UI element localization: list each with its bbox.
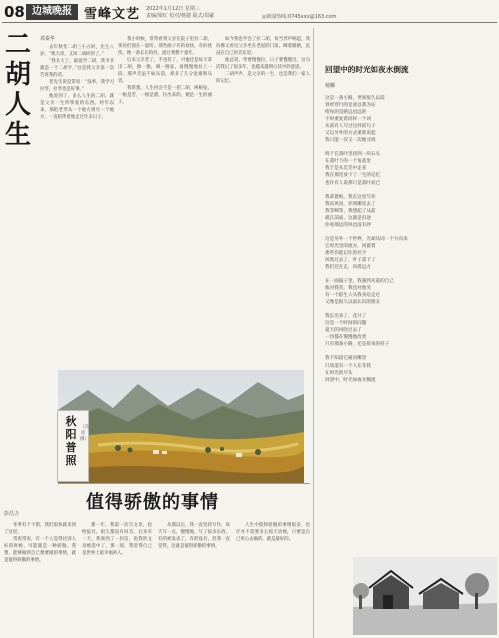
story1-title-char: 生 xyxy=(4,120,31,150)
story1-title xyxy=(4,30,32,150)
story1-paragraph: 我小时候，常常看到父亲在院子里拉二胡，邻居们围在一起听。那些曲子有的欢快，有的忧伤，像一条长长的河，流过我整个童年。 xyxy=(118,37,212,57)
story1-title-char: 二 xyxy=(4,30,31,60)
story2-column-2 xyxy=(82,522,152,636)
poem-line: 从前有人写过这样的句子 xyxy=(325,124,376,130)
poem-line: 在一面镜子里，我遇到从前的自己 xyxy=(325,279,394,285)
story1-paragraph: 老先生说是常说：“没事，我学习拉琴，拉琴也是好事。” xyxy=(40,80,114,93)
page-number: 08 xyxy=(4,3,25,21)
poem-line: 终于在落叶里找到一块石头 xyxy=(325,152,381,158)
poem-body xyxy=(325,95,497,384)
story1-title-char: 胡 xyxy=(4,60,31,90)
poem-title: 回望中的时光如夜水倒流 xyxy=(325,65,409,74)
stanza-gap xyxy=(325,187,497,194)
story2-column-3 xyxy=(158,522,230,636)
poem-line: 也许有人说那只是落叶而已 xyxy=(325,180,381,186)
poem-line: 回望中，时光如夜水倒流 xyxy=(325,377,376,383)
story1-paragraph: 二胡声声，是父亲的一生，也是我们一家人的记忆。 xyxy=(216,72,310,85)
story1-paragraph: 去年秋冬二胡三小五时，先生八岁。“我大哥，又叫二胡碎的了。” xyxy=(40,45,114,58)
stanza-gap xyxy=(325,348,497,355)
story2-byline: 彭昌力 xyxy=(4,511,20,517)
story2-column-4 xyxy=(236,522,310,636)
poem-line: 我在那里放下了一生的记忆 xyxy=(325,173,381,179)
poem-line: 只知道有一个人在等我 xyxy=(325,363,371,369)
column-divider xyxy=(313,28,314,638)
header-rule xyxy=(2,22,497,23)
story2-paragraph: 常说常说，有一个人觉得比别人好的时候，可能就是一种骄傲。我想，能够做到自己想要做的事情，就是值得骄傲的事情。 xyxy=(4,537,76,564)
village-illustration xyxy=(353,557,497,635)
poem-line: 在落叶下的一个角落里 xyxy=(325,159,371,165)
poem-line: 我不知道它通向哪里 xyxy=(325,356,367,362)
poem-line: 我等啊等，我想起了从前 xyxy=(325,208,376,214)
story2-paragraph: 人生中值得骄傲的事情很多，也许并不需要多么惊天动地，只要是自己用心去做的，就是最好的。 xyxy=(236,523,310,543)
story2-paragraph: 那一年，我第一次写文章，投给报社，很久都没有回音。后来有一天，我收到了一封信，说我的文章被选中了，那一刻，我觉得自己是世界上最幸福的人。 xyxy=(82,523,152,557)
autumn-landscape-photo xyxy=(58,370,304,483)
poem-line: 我只能一次又一次地寻找 xyxy=(325,138,376,144)
editor-credits: 责编/梁红 校对/杨捷 版式/周豪 xyxy=(146,13,215,19)
stanza-gap xyxy=(325,144,497,151)
poem-line: 就在前面，这就是归途 xyxy=(325,215,371,221)
landscape-illustration xyxy=(58,370,304,483)
poem-line: 只有那条小路，还是原来的样子 xyxy=(325,342,390,348)
story1-paragraph: 如今我也学会了拉二胡，每当琴声响起，我仿佛又看见父亲坐在老屋的门前，眯着眼睛，沉浸在自己的音乐里。 xyxy=(216,37,310,57)
poem-line: 他对我笑，我也对他笑 xyxy=(325,286,371,292)
poem-line: 我于是从荒芜中走来 xyxy=(325,166,367,172)
news-hotline: ◎新闻热线:0745xxx@163.com xyxy=(262,14,337,20)
section-title: 雪峰文艺 xyxy=(84,7,141,22)
story1-paragraph: 他说到了，多么人生的二胡，就是父亲一生所挚爱的东西。经年以来，那把老琴从一个地方到另一个地方，一直陪伴着他走过许多日子。 xyxy=(40,94,114,121)
story1-column-2 xyxy=(118,36,212,368)
poem-line: 风吹过去了，叶子落下了 xyxy=(325,257,376,263)
poem-author: 杨椰 xyxy=(325,83,336,89)
poem-line: 它时光里的流水，回旋着 xyxy=(325,243,376,249)
poem-line: 在时光的尽头 xyxy=(325,370,353,376)
section-separator xyxy=(58,483,310,484)
poem-line: 这是另外一个世界，光却从同一个方向来 xyxy=(325,236,408,242)
story2-paragraph: 从那以后，我一直坚持写作，每天写一点，慢慢地，写了很多东西。有的被发表了，有的没有，但我一直觉得，这就是值得骄傲的事情。 xyxy=(158,523,230,550)
story2-column-1 xyxy=(4,522,76,636)
poem-line: 有一个陌生人从我身边走过 xyxy=(325,293,381,299)
story1-paragraph: 我常想，人生何尝不是一把二胡，两根弦，一根是苦，一根是甜，拉出来的，便是一生的曲子。 xyxy=(118,86,212,106)
poem-line: 一切都在慢慢地改变 xyxy=(325,335,367,341)
poem-line: 我们还在走，向着远方 xyxy=(325,264,371,270)
poem-line: 这是一条小路，世间很久以前 xyxy=(325,96,385,101)
poem-line: 给你的是路远也远的 xyxy=(325,110,367,116)
poem-line: 又以另外的方式重新说起 xyxy=(325,131,376,137)
poem-line: 我拿着纸，我在这里写你 xyxy=(325,194,376,200)
photo-caption xyxy=(57,410,89,482)
poem-line: 那些你能记住的名字 xyxy=(325,250,367,256)
story1-paragraph: “我长大了，最爱学二胡，我爷爷就是一个二胡手。”这是我父亲第一次告诉我的话。 xyxy=(40,59,114,79)
poem-line: 又像是很久以前认识的朋友 xyxy=(325,300,381,306)
photo-author: （冯彦 摄） xyxy=(80,425,89,442)
poem-line: 曾经穿行的足迹以我为证 xyxy=(325,103,376,109)
story2-headline: 值得骄傲的事情 xyxy=(86,492,219,513)
stanza-gap xyxy=(325,306,497,313)
story1-column-3 xyxy=(216,36,310,368)
story1-column-1 xyxy=(40,44,114,368)
story2-paragraph: 冬季有个不错，我们很快就来到了这里。 xyxy=(4,523,76,536)
poem-line: 夏天的风吹过去了 xyxy=(325,328,362,334)
poem-line: 不时重复着同样一个词 xyxy=(325,117,371,123)
village-bw-photo xyxy=(353,557,497,635)
photo-title: 秋阳普照 xyxy=(65,415,77,467)
issue-date: 2022年1月12日 星期三 xyxy=(146,6,200,12)
poem-line: 这是一个时间的问题 xyxy=(325,321,367,327)
page-header xyxy=(0,0,499,30)
poem-line: 你看那边的风也没有停 xyxy=(325,222,371,228)
masthead-logo: 边城晚报 xyxy=(26,4,78,20)
stanza-gap xyxy=(325,271,497,278)
story1-paragraph: 他总说，琴要慢慢拉，日子要慢慢过。这句话我记了很多年，也越来越明白其中的意思。 xyxy=(216,58,310,71)
poem-line: 我长出来了，花开了 xyxy=(325,314,367,320)
story1-title-char: 人 xyxy=(4,90,31,120)
story1-byline: 邓秦华 xyxy=(40,36,56,42)
stanza-gap xyxy=(325,229,497,236)
poem-line: 我向风说，你到哪里去了 xyxy=(325,201,376,207)
story1-paragraph: 后来父亲老了，手也抖了，可他还是每天拿出二胡，擦一擦，调一调弦，再慢慢地拉上一段。那声音虽不如从前，却多了几分沧桑和从容。 xyxy=(118,58,212,85)
